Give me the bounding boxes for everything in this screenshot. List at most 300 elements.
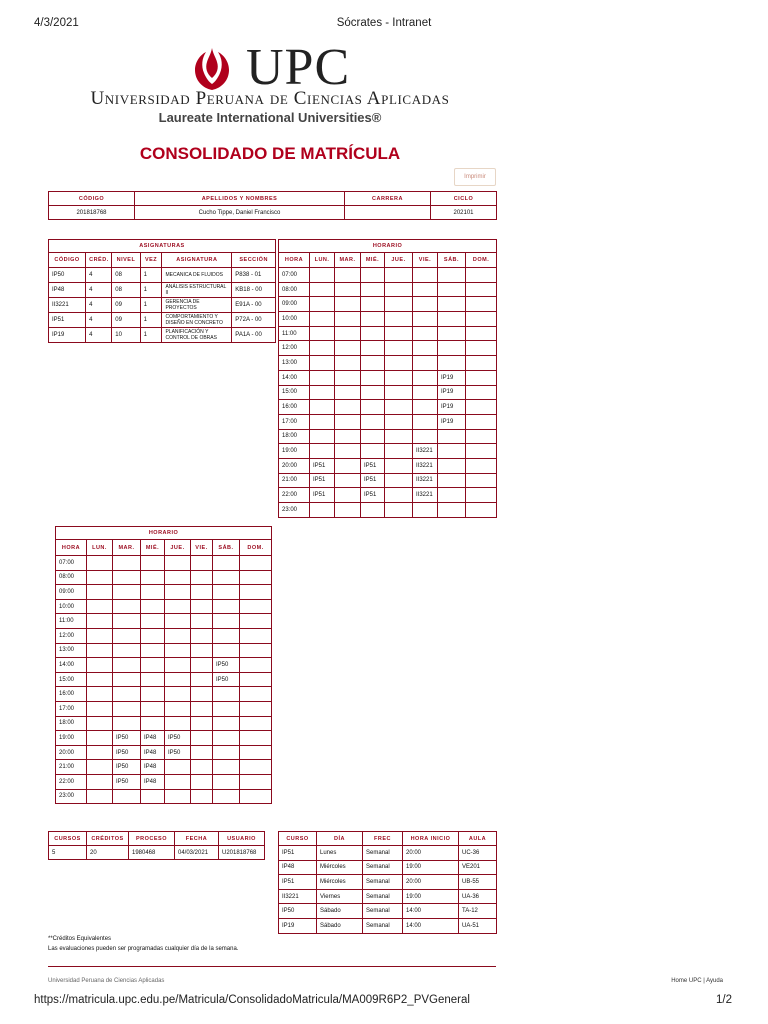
session-cell: UB-55 — [459, 875, 497, 890]
schedule-cell — [335, 488, 361, 503]
session-cell: 14:00 — [403, 918, 459, 933]
schedule-row — [279, 326, 497, 341]
schedule-cell — [191, 614, 213, 629]
footer-links[interactable]: Home UPC | Ayuda — [671, 978, 723, 984]
session-cell: UA-36 — [459, 889, 497, 904]
schedule-cell — [361, 370, 385, 385]
schedule-cell — [361, 326, 385, 341]
schedule-cell — [240, 556, 272, 571]
subject-cell: 09 — [112, 313, 140, 328]
schedule-cell — [240, 774, 272, 789]
schedule-cell — [385, 356, 413, 371]
schedule-cell — [141, 701, 165, 716]
schedule-hour: 10:00 — [279, 312, 310, 327]
summary-table — [48, 831, 265, 860]
subjects-header: VEZ — [140, 253, 162, 268]
schedule1-header: DOM. — [466, 253, 497, 268]
schedule-cell — [438, 326, 466, 341]
schedule-hour: 07:00 — [56, 556, 87, 571]
schedule-cell — [113, 585, 141, 600]
schedule-row — [279, 385, 497, 400]
schedule-cell — [335, 503, 361, 518]
schedule-row — [56, 643, 272, 658]
schedule-cell — [191, 716, 213, 731]
schedule-cell — [335, 385, 361, 400]
schedule1-header: MAR. — [335, 253, 361, 268]
schedule-row — [56, 687, 272, 702]
schedule-cell — [413, 297, 438, 312]
schedule-cell — [165, 570, 191, 585]
schedule-cell — [191, 789, 213, 804]
schedule-cell — [191, 556, 213, 571]
schedule-row — [279, 370, 497, 385]
schedule-cell — [141, 643, 165, 658]
schedule-cell — [413, 414, 438, 429]
schedule-hour: 23:00 — [279, 503, 310, 518]
session-cell: IP19 — [279, 918, 317, 933]
subject-cell: 08 — [112, 268, 140, 283]
schedule-cell — [466, 312, 497, 327]
schedule-row — [279, 356, 497, 371]
schedule-cell — [385, 400, 413, 415]
schedule-cell — [191, 701, 213, 716]
schedule-cell — [466, 444, 497, 459]
subject-cell: COMPORTAMIENTO Y DISEÑO EN CONCRETO — [162, 313, 232, 328]
schedule-cell — [361, 414, 385, 429]
schedule-cell — [87, 672, 113, 687]
schedule-cell — [361, 312, 385, 327]
notes — [48, 934, 238, 954]
schedule-cell — [466, 282, 497, 297]
student-name: Cucho Tippe, Daniel Francisco — [135, 206, 345, 220]
schedule-hour: 11:00 — [279, 326, 310, 341]
schedule-cell — [361, 341, 385, 356]
schedule-cell — [335, 414, 361, 429]
schedule-cell — [141, 789, 165, 804]
schedule-cell — [240, 701, 272, 716]
schedule-cell — [310, 297, 335, 312]
schedule-row — [56, 701, 272, 716]
schedule-row — [56, 789, 272, 804]
schedule-cell — [335, 268, 361, 283]
schedule-cell — [466, 473, 497, 488]
schedule-cell: IP50 — [165, 745, 191, 760]
schedule-cell: IP51 — [361, 473, 385, 488]
summary-header: PROCESO — [129, 832, 175, 846]
schedule-hour: 08:00 — [56, 570, 87, 585]
schedule-cell: IP50 — [213, 658, 240, 673]
schedule-cell — [438, 268, 466, 283]
subject-cell: GERENCIA DE PROYECTOS — [162, 298, 232, 313]
schedule-cell — [213, 760, 240, 775]
subject-cell: KB18 - 00 — [232, 283, 276, 298]
schedule-row — [56, 672, 272, 687]
schedule-hour: 10:00 — [56, 599, 87, 614]
session-cell: UA-51 — [459, 918, 497, 933]
schedule-cell — [191, 628, 213, 643]
schedule-cell — [310, 268, 335, 283]
schedule-cell — [165, 599, 191, 614]
schedule-cell — [141, 599, 165, 614]
session-cell: Semanal — [363, 846, 403, 861]
schedule-hour: 20:00 — [279, 458, 310, 473]
schedule2-header: MAR. — [113, 540, 141, 556]
subject-cell: IP19 — [49, 328, 86, 343]
subject-cell: IP51 — [49, 313, 86, 328]
schedule-cell — [361, 429, 385, 444]
schedule-row — [279, 444, 497, 459]
schedule-hour: 16:00 — [56, 687, 87, 702]
schedule-cell: IP50 — [213, 672, 240, 687]
schedule-cell — [213, 716, 240, 731]
schedule-cell: IP48 — [141, 731, 165, 746]
schedule-cell — [335, 473, 361, 488]
schedule-row — [279, 400, 497, 415]
schedule-cell — [385, 370, 413, 385]
schedule-cell — [240, 672, 272, 687]
session-cell: IP51 — [279, 875, 317, 890]
university-name: Universidad Peruana de Ciencias Aplicadas — [90, 88, 450, 109]
schedule-cell — [310, 444, 335, 459]
schedule-cell — [466, 429, 497, 444]
schedule-cell — [413, 385, 438, 400]
schedule-cell: IP19 — [438, 400, 466, 415]
schedule-cell — [335, 312, 361, 327]
schedule-cell — [240, 599, 272, 614]
schedule-cell — [113, 556, 141, 571]
schedule-cell: IP48 — [141, 760, 165, 775]
subject-cell: 1 — [140, 298, 162, 313]
schedule-cell — [385, 429, 413, 444]
schedule-cell — [413, 312, 438, 327]
schedule-row — [56, 745, 272, 760]
schedule-cell — [165, 585, 191, 600]
session-row — [279, 875, 497, 890]
schedule-cell — [438, 341, 466, 356]
page-number: 1/2 — [716, 994, 732, 1006]
schedule-hour: 21:00 — [279, 473, 310, 488]
subject-cell: 1 — [140, 328, 162, 343]
schedule-cell — [335, 429, 361, 444]
schedule-cell — [385, 341, 413, 356]
subject-cell: 10 — [112, 328, 140, 343]
schedule-cell — [191, 643, 213, 658]
subject-cell: PLANIFICACIÓN Y CONTROL DE OBRAS — [162, 328, 232, 343]
schedule-cell — [385, 326, 413, 341]
subject-cell: IP48 — [49, 283, 86, 298]
session-cell: Semanal — [363, 889, 403, 904]
schedule-row — [56, 731, 272, 746]
page-title: CONSOLIDADO DE MATRÍCULA — [139, 144, 401, 163]
session-cell: Sábado — [317, 904, 363, 919]
student-code: 201818768 — [49, 206, 135, 220]
schedule-cell — [113, 672, 141, 687]
schedule-cell — [240, 643, 272, 658]
session-cell: UC-36 — [459, 846, 497, 861]
schedule-cell — [466, 400, 497, 415]
subject-cell: 1 — [140, 313, 162, 328]
schedule-hour: 21:00 — [56, 760, 87, 775]
schedule-cell — [438, 503, 466, 518]
schedule-cell — [335, 282, 361, 297]
session-cell: Viernes — [317, 889, 363, 904]
schedule-cell — [213, 643, 240, 658]
student-header-cycle: CICLO — [431, 192, 497, 206]
session-cell: Sábado — [317, 918, 363, 933]
schedule-cell — [87, 745, 113, 760]
session-row — [279, 904, 497, 919]
schedule-cell — [87, 643, 113, 658]
schedule-hour: 09:00 — [279, 297, 310, 312]
schedule-cell — [413, 370, 438, 385]
schedule-hour: 13:00 — [56, 643, 87, 658]
schedule-cell — [385, 503, 413, 518]
schedule1-header: SÁB. — [438, 253, 466, 268]
subject-cell: 1 — [140, 268, 162, 283]
note-evaluations: Las evaluaciones pueden ser programadas cualquier día de la semana. — [48, 946, 239, 952]
schedule2-header: LUN. — [87, 540, 113, 556]
schedule-cell — [466, 326, 497, 341]
schedule-cell — [165, 643, 191, 658]
schedule-row — [279, 488, 497, 503]
schedule-cell — [87, 628, 113, 643]
schedule-cell — [213, 628, 240, 643]
schedule-cell — [466, 356, 497, 371]
summary-header: CURSOS — [49, 832, 87, 846]
schedule-cell — [113, 628, 141, 643]
schedule-cell — [141, 628, 165, 643]
schedule-cell — [87, 760, 113, 775]
schedule-cell — [141, 585, 165, 600]
schedule-cell — [87, 614, 113, 629]
schedule-cell: IP48 — [141, 774, 165, 789]
schedule-hour: 16:00 — [279, 400, 310, 415]
schedule-cell — [213, 599, 240, 614]
laureate-tagline: Laureate International Universities® — [158, 110, 382, 125]
subject-row — [49, 268, 276, 283]
subjects-header: ASIGNATURA — [162, 253, 232, 268]
schedule-cell — [213, 745, 240, 760]
schedule-cell — [87, 716, 113, 731]
schedule-cell — [87, 687, 113, 702]
schedule-cell: IP51 — [361, 458, 385, 473]
session-row — [279, 918, 497, 933]
schedule-cell — [413, 400, 438, 415]
schedule2-header: SÁB. — [213, 540, 240, 556]
schedule-cell — [466, 458, 497, 473]
summary-value: 20 — [87, 846, 129, 860]
subjects-table — [48, 239, 276, 343]
schedule-cell — [413, 282, 438, 297]
schedule-cell — [310, 400, 335, 415]
schedule-cell — [113, 643, 141, 658]
schedule-2-group-header: HORARIO — [56, 527, 272, 540]
schedule-cell — [310, 312, 335, 327]
schedule-cell — [466, 385, 497, 400]
schedule-cell — [310, 356, 335, 371]
schedule-cell — [361, 356, 385, 371]
schedule-cell — [113, 570, 141, 585]
subject-cell: 4 — [86, 298, 112, 313]
schedule-row — [279, 312, 497, 327]
subject-cell: E91A - 00 — [232, 298, 276, 313]
summary-value: 5 — [49, 846, 87, 860]
schedule-cell: IP19 — [438, 414, 466, 429]
session-row — [279, 846, 497, 861]
session-cell: Miércoles — [317, 860, 363, 875]
schedule1-header: LUN. — [310, 253, 335, 268]
schedule-cell — [240, 731, 272, 746]
schedule-row — [279, 473, 497, 488]
session-cell: 20:00 — [403, 846, 459, 861]
schedule-cell — [438, 429, 466, 444]
schedule-cell — [141, 614, 165, 629]
schedule-cell: IP51 — [310, 473, 335, 488]
schedule-cell — [385, 414, 413, 429]
schedule-cell — [361, 282, 385, 297]
schedule-cell — [438, 488, 466, 503]
schedule-cell — [113, 614, 141, 629]
schedule-cell — [466, 297, 497, 312]
student-header-career: CARRERA — [345, 192, 431, 206]
schedule-cell — [165, 687, 191, 702]
schedule-cell — [213, 687, 240, 702]
schedule-cell — [438, 282, 466, 297]
schedule-cell — [87, 585, 113, 600]
schedule-cell — [191, 687, 213, 702]
schedule-row — [279, 429, 497, 444]
schedule-hour: 17:00 — [56, 701, 87, 716]
schedule-hour: 14:00 — [56, 658, 87, 673]
student-cycle: 202101 — [431, 206, 497, 220]
schedule-row — [279, 297, 497, 312]
schedule-hour: 22:00 — [279, 488, 310, 503]
session-row — [279, 889, 497, 904]
schedule-cell — [165, 701, 191, 716]
sessions-header: AULA — [459, 832, 497, 846]
session-cell: IP48 — [279, 860, 317, 875]
schedule-cell — [413, 268, 438, 283]
schedule-cell — [335, 458, 361, 473]
subject-cell: ANÁLISIS ESTRUCTURAL II — [162, 283, 232, 298]
schedule-cell — [335, 297, 361, 312]
schedule-cell — [385, 458, 413, 473]
schedule-cell: IP51 — [310, 458, 335, 473]
schedule-row — [56, 716, 272, 731]
schedule-cell — [240, 614, 272, 629]
schedule-row — [279, 341, 497, 356]
schedule-cell — [213, 789, 240, 804]
summary-header: USUARIO — [219, 832, 265, 846]
schedule2-header: JUE. — [165, 540, 191, 556]
schedule-cell — [385, 488, 413, 503]
schedule-hour: 12:00 — [56, 628, 87, 643]
schedule-cell — [310, 385, 335, 400]
schedule-cell — [240, 585, 272, 600]
schedule-cell — [213, 556, 240, 571]
schedule-cell: IP19 — [438, 385, 466, 400]
schedule-cell — [113, 789, 141, 804]
schedule-row — [279, 268, 497, 283]
sessions-header: FREC — [363, 832, 403, 846]
schedule-cell — [310, 282, 335, 297]
session-cell: TA-12 — [459, 904, 497, 919]
schedule-row — [279, 414, 497, 429]
schedule-cell — [240, 658, 272, 673]
subject-cell: 08 — [112, 283, 140, 298]
schedule-cell — [413, 429, 438, 444]
schedule-cell — [87, 556, 113, 571]
schedule1-header: MIÉ. — [361, 253, 385, 268]
summary-value: U201818768 — [219, 846, 265, 860]
session-cell: Semanal — [363, 875, 403, 890]
schedule-cell — [335, 356, 361, 371]
schedule-cell — [385, 268, 413, 283]
schedule-cell — [165, 614, 191, 629]
schedule-cell — [385, 297, 413, 312]
schedule-cell — [141, 658, 165, 673]
schedule-hour: 18:00 — [56, 716, 87, 731]
schedule-row — [56, 774, 272, 789]
session-cell: Lunes — [317, 846, 363, 861]
schedule-cell — [113, 716, 141, 731]
subjects-header: NIVEL — [112, 253, 140, 268]
schedule-cell — [141, 556, 165, 571]
summary-value: 1980468 — [129, 846, 175, 860]
schedule-cell — [87, 599, 113, 614]
schedule-cell — [361, 385, 385, 400]
schedule-cell — [191, 760, 213, 775]
schedule-row — [56, 585, 272, 600]
schedule-cell — [87, 731, 113, 746]
schedule-cell — [466, 488, 497, 503]
schedule-cell — [113, 687, 141, 702]
schedule-cell — [191, 599, 213, 614]
schedule-cell — [361, 268, 385, 283]
note-credits: **Créditos Equivalentes — [48, 936, 112, 942]
print-date: 4/3/2021 — [34, 17, 79, 29]
schedule-cell — [87, 789, 113, 804]
session-cell: IP50 — [279, 904, 317, 919]
schedule-cell: IP50 — [113, 774, 141, 789]
schedule-cell — [466, 341, 497, 356]
schedule-cell — [385, 312, 413, 327]
schedule-cell — [335, 341, 361, 356]
schedule-cell — [141, 687, 165, 702]
session-cell: Semanal — [363, 860, 403, 875]
schedule-cell — [213, 585, 240, 600]
schedule-cell — [466, 414, 497, 429]
footer-divider — [48, 966, 496, 967]
schedule-hour: 14:00 — [279, 370, 310, 385]
schedule-cell — [310, 326, 335, 341]
print-button[interactable]: Imprimir — [454, 168, 496, 186]
schedule-cell — [413, 356, 438, 371]
schedule-row — [56, 658, 272, 673]
schedule-cell — [113, 599, 141, 614]
schedule-cell — [310, 429, 335, 444]
subject-row — [49, 328, 276, 343]
tab-title: Sócrates - Intranet — [336, 17, 432, 29]
schedule-cell: II3221 — [413, 458, 438, 473]
schedule-row — [56, 570, 272, 585]
schedule-cell — [438, 297, 466, 312]
schedule-cell — [385, 282, 413, 297]
subject-row — [49, 298, 276, 313]
schedule-cell — [438, 458, 466, 473]
subject-cell: 09 — [112, 298, 140, 313]
subject-cell: PA1A - 00 — [232, 328, 276, 343]
